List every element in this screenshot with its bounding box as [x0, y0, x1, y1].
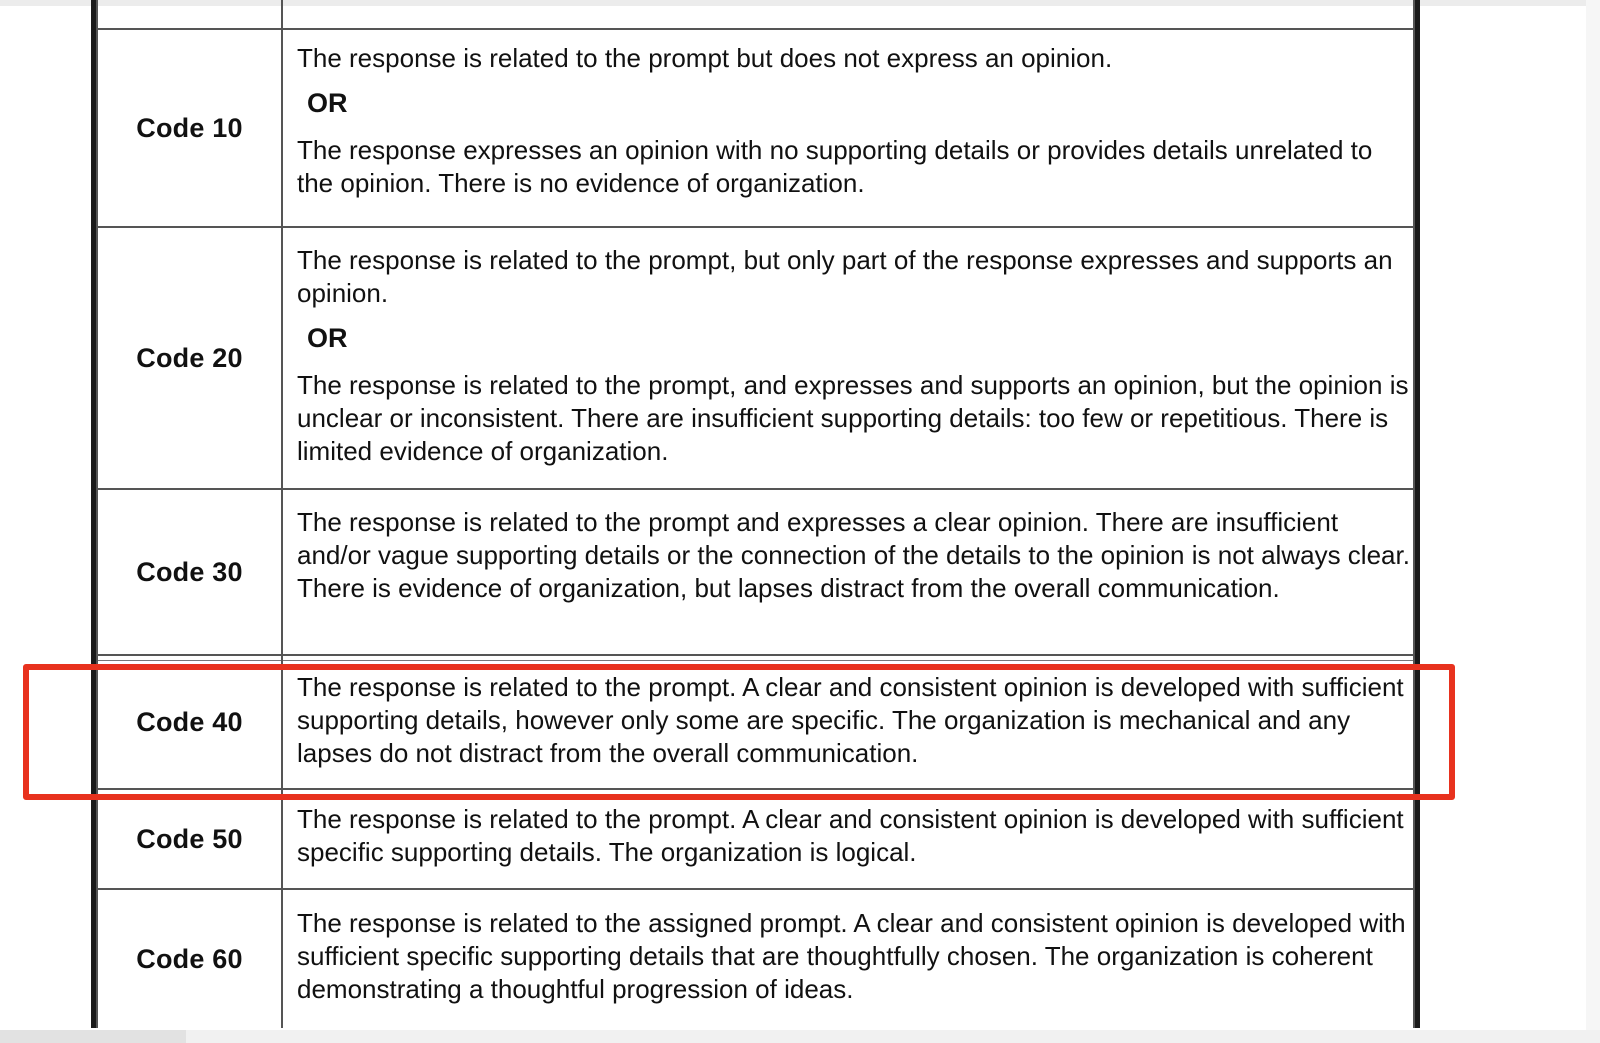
description-text: The response is related to the prompt, but only part of the response expresses and supports an opinion. — [297, 245, 1393, 308]
description-text: The response is related to the prompt but does not express an opinion. — [297, 43, 1113, 73]
code-cell-cut-off — [96, 0, 283, 28]
table-row-code-60 — [96, 888, 1415, 1028]
description-text: The response is related to the prompt. A clear and consistent opinion is developed with sufficient supporting details, however only some are specific. The organization is mechanical and any lapses do not distract from the overall communication. — [297, 672, 1404, 768]
table-row-code-30 — [96, 488, 1415, 654]
description-cell — [283, 228, 1415, 488]
table-row-code-20 — [96, 226, 1415, 488]
description-text: The response is related to the prompt. A clear and consistent opinion is developed with sufficient specific supporting details. The organization is logical. — [297, 804, 1404, 867]
description-cell — [283, 790, 1415, 888]
viewer-bottom-strip — [0, 1030, 1600, 1043]
table-row-code-50 — [96, 788, 1415, 888]
description-cell-cut-off — [283, 0, 1415, 28]
table-row-code-10 — [96, 28, 1415, 226]
description-text: The response is related to the prompt and expresses a clear opinion. There are insufficient and/or vague supporting details or the connection of the details to the opinion is not always clear. There is evidence of organization, but lapses distract from the overall communication. — [297, 507, 1410, 603]
or-separator: OR — [307, 323, 348, 353]
description-text: The response is related to the prompt, and expresses and supports an opinion, but the opinion is unclear or inconsistent. There are insufficient supporting details: too few or repetitious. There is limited evidence of organization. — [297, 370, 1409, 466]
page-edge — [1586, 0, 1600, 1043]
viewer-bottom-tab — [0, 1030, 186, 1043]
code-label: Code 30 — [96, 490, 283, 654]
highlight-annotation-box — [23, 664, 1455, 800]
code-label: Code 10 — [96, 30, 283, 226]
code-label: Code 40 — [96, 656, 283, 788]
code-label: Code 20 — [96, 228, 283, 488]
code-label: Code 50 — [96, 790, 283, 888]
code-label: Code 60 — [96, 890, 283, 1028]
description-cell — [283, 890, 1415, 1028]
description-text: The response is related to the assigned prompt. A clear and consistent opinion is developed with sufficient specific supporting details that are thoughtfully chosen. The organization is coherent demonstrating a thoughtful progression of ideas. — [297, 908, 1406, 1004]
table-row-partial — [96, 0, 1415, 28]
description-cell — [283, 30, 1415, 226]
rubric-table — [91, 0, 1420, 1028]
description-text: The response expresses an opinion with no supporting details or provides details unrelated to the opinion. There is no evidence of organization. — [297, 135, 1373, 198]
description-cell — [283, 490, 1415, 654]
or-separator: OR — [307, 88, 348, 118]
